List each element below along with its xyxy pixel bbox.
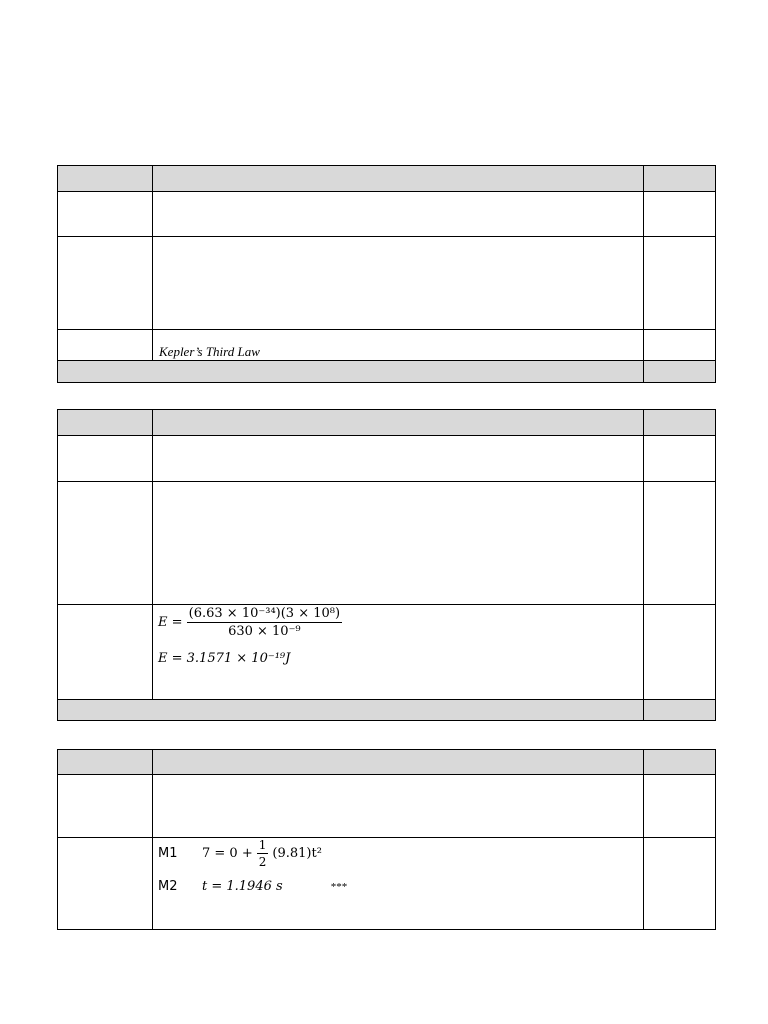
mark-label-m2: M2 [158, 879, 178, 894]
energy-fraction [187, 606, 342, 639]
marks-cell [644, 838, 716, 930]
mark-scheme-table-3 [57, 749, 716, 930]
answer-cell [153, 838, 644, 930]
half-denominator: 2 [258, 855, 267, 869]
marks-cell [644, 605, 716, 700]
m1-equation-start: 7 = 0 + [202, 846, 253, 861]
table-row [58, 192, 716, 237]
footer-cell [644, 361, 716, 383]
table-header-row [58, 750, 716, 775]
question-cell [58, 605, 153, 700]
answer-cell [153, 775, 644, 838]
question-cell [58, 838, 153, 930]
header-cell [153, 410, 644, 436]
header-cell [644, 750, 716, 775]
energy-result: E = 3.1571 × 10⁻¹⁹J [158, 651, 291, 666]
answer-cell [153, 436, 644, 482]
half-fraction [257, 838, 269, 869]
energy-equation-lhs: E = [158, 615, 183, 630]
energy-numerator: (6.63 × 10⁻³⁴)(3 × 10⁸) [188, 606, 341, 621]
table-row [58, 237, 716, 330]
table-row [58, 838, 716, 930]
kepler-label: Kepler’s Third Law [159, 344, 260, 359]
marks-cell [644, 482, 716, 605]
table-row [58, 775, 716, 838]
energy-equation [158, 606, 643, 639]
marks-cell [644, 775, 716, 838]
header-cell [58, 166, 153, 192]
answer-cell [153, 605, 644, 700]
marks-cell [644, 192, 716, 237]
star-marker: *** [330, 881, 348, 893]
question-cell [58, 436, 153, 482]
answer-cell [153, 482, 644, 605]
header-cell [58, 750, 153, 775]
question-cell [58, 192, 153, 237]
mark-label-m1: M1 [158, 846, 178, 862]
marks-cell [644, 436, 716, 482]
question-cell [58, 482, 153, 605]
answer-cell [153, 192, 644, 237]
m2-equation: t = 1.1946 s [202, 879, 283, 894]
header-cell [153, 750, 644, 775]
mark-scheme-table-1 [57, 165, 716, 383]
marks-cell [644, 237, 716, 330]
footer-cell [644, 700, 716, 721]
m1-equation-end: (9.81)t² [272, 846, 322, 861]
question-cell [58, 775, 153, 838]
half-numerator: 1 [258, 838, 267, 852]
header-cell [644, 410, 716, 436]
table-footer-row [58, 361, 716, 383]
header-cell [153, 166, 644, 192]
table-header-row [58, 410, 716, 436]
answer-cell [153, 330, 644, 361]
footer-cell [58, 361, 644, 383]
working-m1 [158, 838, 643, 869]
marks-cell [644, 330, 716, 361]
table-header-row [58, 166, 716, 192]
question-cell [58, 237, 153, 330]
header-cell [644, 166, 716, 192]
footer-cell [58, 700, 644, 721]
table-row [58, 330, 716, 361]
working-m2 [158, 877, 643, 895]
table-footer-row [58, 700, 716, 721]
energy-denominator: 630 × 10⁻⁹ [228, 624, 301, 639]
table-row [58, 605, 716, 700]
header-cell [58, 410, 153, 436]
question-cell [58, 330, 153, 361]
table-row [58, 436, 716, 482]
table-row [58, 482, 716, 605]
answer-cell [153, 237, 644, 330]
mark-scheme-table-2 [57, 409, 716, 721]
